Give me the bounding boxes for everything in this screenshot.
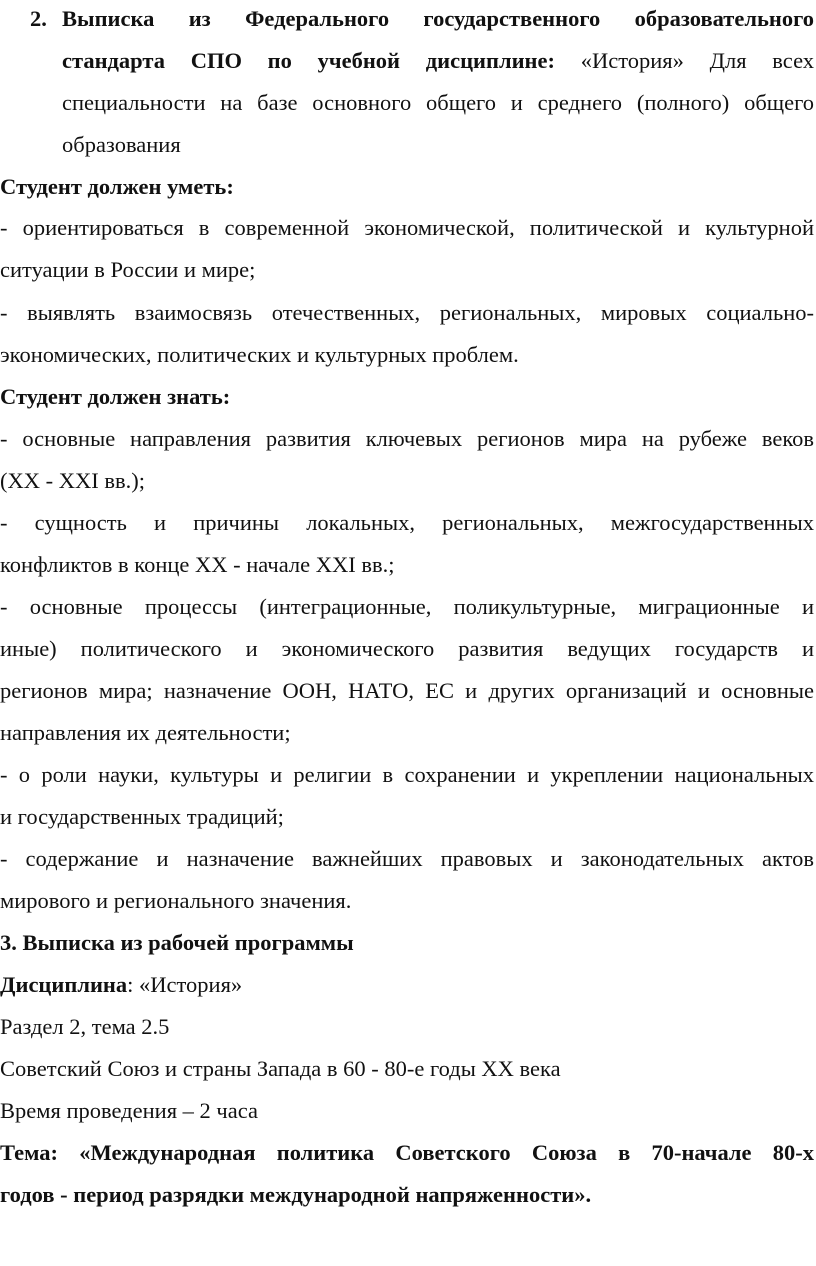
umet-item-2-line1: - выявлять взаимосвязь отечественных, региональных, мировых социально-	[0, 300, 814, 325]
duration: Время проведения – 2 часа	[0, 1098, 258, 1123]
section-topic-number: Раздел 2, тема 2.5	[0, 1014, 170, 1039]
znat-item-2-line2: конфликтов в конце XX - начале XXI вв.;	[0, 552, 395, 577]
znat-heading: Студент должен знать:	[0, 384, 231, 409]
section-3-heading: 3. Выписка из рабочей программы	[0, 930, 354, 955]
znat-item-3-line1: - основные процессы (интеграционные, поликультурные, миграционные и	[0, 594, 814, 619]
znat-item-3-line4: направления их деятельности;	[0, 720, 291, 745]
discipline-line	[0, 970, 814, 1000]
znat-item-5-line2: мирового и регионального значения.	[0, 888, 352, 913]
section-2-title-line2	[62, 46, 814, 76]
section-2-title-line3: специальности на базе основного общего и среднего (полного) общего	[62, 90, 814, 115]
topic-group: Советский Союз и страны Запада в 60 - 80-е годы XX века	[0, 1056, 561, 1081]
lesson-theme-line2: годов - период разрядки международной напряженности».	[0, 1182, 592, 1207]
znat-item-1-line2: (XX - XXI вв.);	[0, 468, 145, 493]
discipline-label: Дисциплина	[0, 972, 128, 997]
znat-item-4-line2: и государственных традиций;	[0, 804, 284, 829]
section-2-title-line4: образования	[62, 132, 181, 157]
znat-item-3-line3: регионов мира; назначение ООН, НАТО, ЕС и других организаций и основные	[0, 678, 814, 703]
standard-subject: «История» Для всех	[555, 48, 815, 73]
section-2-title-line1: Выписка из Федерального государственного образовательного	[62, 6, 814, 31]
umet-item-1-line1: - ориентироваться в современной экономической, политической и культурной	[0, 215, 814, 240]
umet-item-2-line2: экономических, политических и культурных проблем.	[0, 342, 519, 367]
znat-item-1-line1: - основные направления развития ключевых регионов мира на рубеже веков	[0, 426, 814, 451]
znat-item-4-line1: - о роли науки, культуры и религии в сохранении и укреплении национальных	[0, 762, 814, 787]
lesson-theme-line1: Тема: «Международная политика Советского Союза в 70-начале 80-х	[0, 1140, 814, 1165]
discipline-value: : «История»	[127, 972, 243, 997]
znat-item-5-line1: - содержание и назначение важнейших правовых и законодательных актов	[0, 846, 814, 871]
znat-item-2-line1: - сущность и причины локальных, региональных, межгосударственных	[0, 510, 814, 535]
umet-heading: Студент должен уметь:	[0, 174, 234, 199]
umet-item-1-line2: ситуации в России и мире;	[0, 257, 256, 282]
standard-label: стандарта СПО по учебной дисциплине:	[62, 48, 555, 73]
section-number: 2.	[30, 6, 47, 31]
znat-item-3-line2: иные) политического и экономического развития ведущих государств и	[0, 636, 814, 661]
